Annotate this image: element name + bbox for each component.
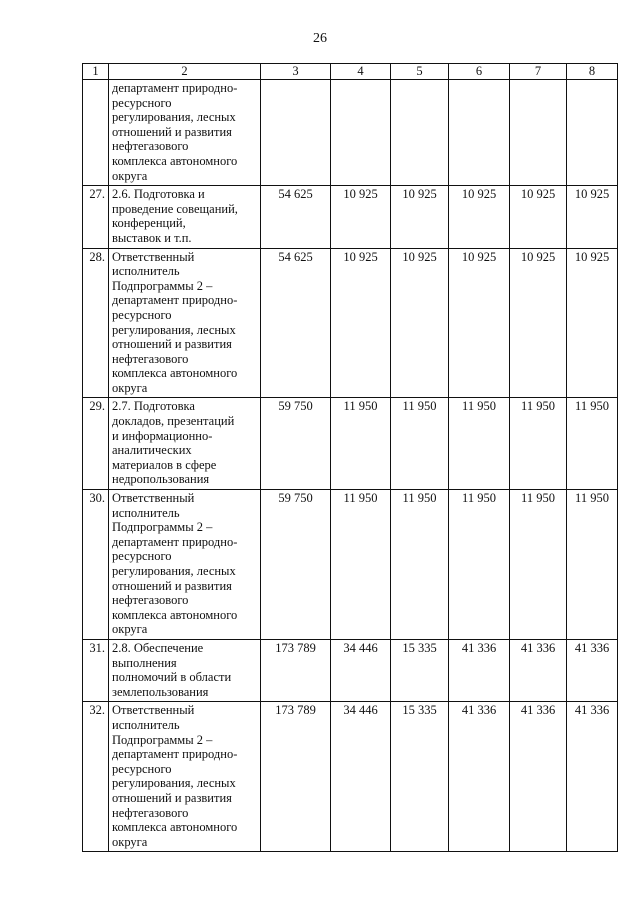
table-row (83, 248, 618, 398)
value-cell: 10 925 (391, 248, 449, 398)
value-cell: 11 950 (567, 398, 618, 490)
row-description: департамент природно- ресурсного регулирования, лесных отношений и развития нефтегазового комплекса автономного округа (109, 80, 261, 186)
row-number: 28. (83, 248, 109, 398)
value-cell: 11 950 (449, 490, 510, 640)
table-row (83, 639, 618, 701)
table-row (83, 702, 618, 852)
table-row (83, 186, 618, 248)
value-cell: 15 335 (391, 702, 449, 852)
row-number: 32. (83, 702, 109, 852)
value-cell (391, 80, 449, 186)
row-description: 2.7. Подготовка докладов, презентаций и информационно- аналитических материалов в сфере недропользования (109, 398, 261, 490)
value-cell: 10 925 (510, 186, 567, 248)
value-cell (567, 80, 618, 186)
value-cell: 34 446 (331, 639, 391, 701)
column-header: 6 (449, 64, 510, 80)
value-cell: 34 446 (331, 702, 391, 852)
value-cell: 10 925 (449, 186, 510, 248)
value-cell: 11 950 (391, 398, 449, 490)
table-body (83, 80, 618, 852)
value-cell: 10 925 (331, 186, 391, 248)
row-number (83, 80, 109, 186)
table-row (83, 490, 618, 640)
row-description: Ответственный исполнитель Подпрограммы 2 – департамент природно- ресурсного регулирования, лесных отношений и развития нефтегазового комплекса автономного округа (109, 248, 261, 398)
row-description: Ответственный исполнитель Подпрограммы 2 – департамент природно- ресурсного регулирования, лесных отношений и развития нефтегазового комплекса автономного округа (109, 702, 261, 852)
table-row (83, 80, 618, 186)
row-description: 2.6. Подготовка и проведение совещаний, конференций, выставок и т.п. (109, 186, 261, 248)
budget-table (82, 63, 618, 852)
value-cell: 59 750 (261, 490, 331, 640)
value-cell: 15 335 (391, 639, 449, 701)
value-cell: 41 336 (567, 639, 618, 701)
value-cell: 41 336 (449, 702, 510, 852)
value-cell: 11 950 (391, 490, 449, 640)
row-number: 31. (83, 639, 109, 701)
row-number: 30. (83, 490, 109, 640)
row-number: 29. (83, 398, 109, 490)
value-cell: 10 925 (449, 248, 510, 398)
value-cell: 10 925 (567, 186, 618, 248)
value-cell (331, 80, 391, 186)
column-header: 5 (391, 64, 449, 80)
column-header: 3 (261, 64, 331, 80)
value-cell: 10 925 (391, 186, 449, 248)
header-row (83, 64, 618, 80)
value-cell: 10 925 (510, 248, 567, 398)
column-header: 7 (510, 64, 567, 80)
value-cell: 59 750 (261, 398, 331, 490)
value-cell (510, 80, 567, 186)
column-header: 8 (567, 64, 618, 80)
value-cell: 41 336 (449, 639, 510, 701)
value-cell: 173 789 (261, 702, 331, 852)
value-cell: 11 950 (510, 490, 567, 640)
row-description: 2.8. Обеспечение выполнения полномочий в области землепользования (109, 639, 261, 701)
page-number: 26 (313, 31, 327, 46)
row-description: Ответственный исполнитель Подпрограммы 2 – департамент природно- ресурсного регулирования, лесных отношений и развития нефтегазового комплекса автономного округа (109, 490, 261, 640)
value-cell: 41 336 (567, 702, 618, 852)
value-cell: 11 950 (510, 398, 567, 490)
column-header: 4 (331, 64, 391, 80)
value-cell: 11 950 (331, 398, 391, 490)
value-cell: 41 336 (510, 702, 567, 852)
value-cell: 54 625 (261, 186, 331, 248)
value-cell: 10 925 (331, 248, 391, 398)
value-cell: 173 789 (261, 639, 331, 701)
column-header: 1 (83, 64, 109, 80)
table-row (83, 398, 618, 490)
value-cell: 11 950 (567, 490, 618, 640)
row-number: 27. (83, 186, 109, 248)
value-cell: 54 625 (261, 248, 331, 398)
value-cell: 10 925 (567, 248, 618, 398)
value-cell: 11 950 (331, 490, 391, 640)
value-cell (449, 80, 510, 186)
value-cell: 11 950 (449, 398, 510, 490)
column-header: 2 (109, 64, 261, 80)
value-cell (261, 80, 331, 186)
value-cell: 41 336 (510, 639, 567, 701)
